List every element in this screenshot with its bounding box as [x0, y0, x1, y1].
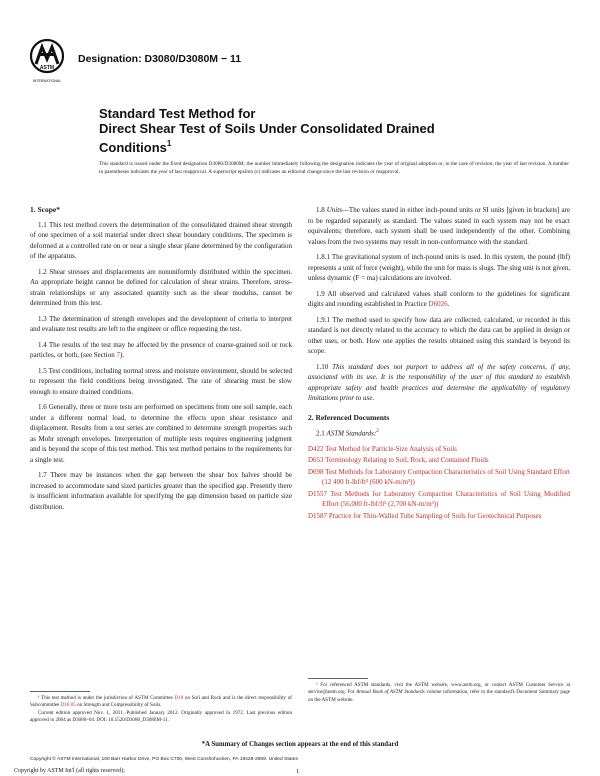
copyright-notice: Copyright © ASTM International, 100 Barr Harbor Drive, PO Box C700, West Conshohocken, PA 19428-2959. United States: [30, 757, 298, 762]
footnote-1: ¹ This test method is under the jurisdiction of ASTM Committee D18 on Soil and Rock and is the direct responsibility of Subcommittee D18.05 on Strength and Compressibility of Soils. Current edition approved Nov. 1, 2011. Published January 2012. Originally approved in 1972. Last previous edition approved in 2004 as D3080–04. DOI: 10.1520/D3080_D3080M-11.: [30, 695, 292, 724]
para-1-8-1: 1.8.1 The gravitational system of inch-pound units is used. In this system, the pound (lbf) represents a unit of force (weight), while the unit for mass is slugs. The slug unit is not given, unless dynamic (F = ma) calculations are involved.: [308, 253, 570, 282]
para-1-9: 1.9 All observed and calculated values shall conform to the guidelines for significant digits and rounding established in Practice D6026.: [308, 289, 570, 308]
document-title: [99, 106, 529, 155]
summary-of-changes-note: *A Summary of Changes section appears at the end of this standard: [201, 741, 399, 748]
para-1-4: 1.4 The results of the test may be affected by the presence of coarse-grained soil or rock particles, or both, (see Section 7).: [30, 340, 292, 359]
para-1-3: 1.3 The determination of strength envelopes and the development of criteria to interpret and evaluate test results are left to the engineer or office requesting the test.: [30, 314, 292, 333]
para-1-6: 1.6 Generally, three or more tests are performed on specimens from one soil sample, each under a different normal load, to determine the effects upon shear resistance and displacement. Results from a test series are combined to determine strength properties such as Mohr strength envelopes. Interpretation of multiple tests requires engineering judgment and is beyond the scope of this test method. This test method pertains to the requirements for a single test.: [30, 403, 292, 464]
para-1-8: 1.8 Units—The values stated in either inch-pound units or SI units [given in brackets] are to be regarded separately as standard. The values stated in each system may not be exact equivalents; therefore, each system shall be used independently of the other. Combining values from the two systems may result in non-conformance with the standard.: [308, 206, 570, 246]
referenced-documents-heading: 2. Referenced Documents: [308, 412, 390, 422]
section-7-link[interactable]: 7: [116, 351, 121, 359]
title-footnote-mark: 1: [166, 139, 172, 148]
title-line-3: Conditions: [99, 140, 167, 155]
reference-item: [308, 455, 570, 466]
reference-item: [308, 489, 570, 510]
designation: Designation: D3080/D3080M − 11: [78, 53, 242, 65]
para-1-1: 1.1 This test method covers the determination of the consolidated drained shear strength of one specimen of a soil material under direct shear boundary conditions. The specimen is deformed at a controlled rate on or near a single shear plane determined by the configuration of the apparatus.: [30, 220, 292, 260]
para-1-7: 1.7 There may be instances when the gap between the shear box halves should be increased to accommodate sand sized particles greater than the specified gap. Presently there is insufficient information available for specifying the gap dimension based on particle size distribution.: [30, 471, 292, 511]
para-1-2: 1.2 Shear stresses and displacements are nonuniformly distributed within the specimen. An appropriate height cannot be defined for calculation of shear strains. Therefore, stress-strain relationships or any associated quantity such as the shear modulus, cannot be determined from this test.: [30, 267, 292, 307]
reference-title[interactable]: Test Methods for Laboratory Compaction Characteristics of Soil Using Standard Effort (12 400 ft-lbf/ft³ (600 kN-m/m³)): [322, 467, 570, 487]
para-1-9-1: 1.9.1 The method used to specify how data are collected, calculated, or recorded in this standard is not directly related to the accuracy to which the data can be applied in design or other uses, or both. How one applies the results obtained using this standard is beyond its scope.: [308, 315, 570, 355]
reference-code-link[interactable]: D653: [308, 456, 324, 465]
reference-title[interactable]: Practice for Thin-Walled Tube Sampling of Soils for Geotechnical Purposes: [327, 511, 542, 520]
reference-list: [308, 444, 570, 522]
reference-title[interactable]: Test Methods for Laboratory Compaction Characteristics of Soil Using Modified Effort (56,000 ft-lbf/ft³ (2,700 kN-m/m³)): [322, 489, 570, 509]
issuance-notice: This standard is issued under the fixed designation D3080/D3080M; the number immediately following the designation indicates the year of original adoption or, in the case of revision, the year of last revision. A number in parentheses indicates the year of last reapproval. A superscript epsilon (ε) indicates an editorial change since the last revision or reapproval.: [99, 161, 569, 176]
d18-05-link[interactable]: D18.05: [60, 702, 76, 709]
reference-item: [308, 467, 570, 488]
footnote-rule-left: [30, 691, 90, 692]
para-1-5: 1.5 Test conditions, including normal stress and moisture environment, should be selected to represent the field conditions being investigated. The rate of shearing must be slow enough to ensure drained conditions.: [30, 366, 292, 396]
reference-code-link[interactable]: D422: [308, 444, 324, 453]
footnote-2: ² For referenced ASTM standards, visit the ASTM website, www.astm.org, or contact ASTM Customer Service at service@astm.org. For Annual Book of ASTM Standards volume information, refer to the standard's Document Summary page on the ASTM website.: [308, 682, 570, 703]
reference-item: [308, 511, 570, 522]
astm-logo-icon: [28, 38, 66, 86]
reference-code-link[interactable]: D698: [308, 467, 324, 476]
reference-code-link[interactable]: D1587: [308, 511, 328, 520]
title-line-2: Direct Shear Test of Soils Under Consolidated Drained: [99, 121, 435, 136]
logo-subtext: INTERNATIONAL: [32, 79, 62, 83]
reference-code-link[interactable]: D1557: [308, 489, 328, 498]
reference-title[interactable]: Terminology Relating to Soil, Rock, and Contained Fluids: [323, 456, 489, 465]
right-column: [308, 205, 570, 522]
footnote-rule-right: [308, 678, 368, 679]
svg-text:ASTM: ASTM: [39, 65, 55, 71]
d18-link[interactable]: D18: [174, 695, 184, 701]
para-1-10: 1.10 This standard does not purport to address all of the safety concerns, if any, associated with its use. It is the responsibility of the user of this standard to establish appropriate safety and health practices and determine the applicability of regulatory limitations prior to use.: [308, 362, 571, 402]
d6026-link[interactable]: D6026: [428, 300, 448, 308]
scope-heading: 1. Scope*: [30, 205, 60, 214]
title-line-1: Standard Test Method for: [99, 106, 256, 121]
copyright-by: Copyright by ASTM Int'l (all rights reserved);: [14, 768, 125, 774]
reference-title[interactable]: Test Method for Particle-Size Analysis of Soils: [323, 444, 457, 453]
page-number: 1: [296, 768, 300, 775]
reference-item: [308, 444, 570, 455]
astm-standards-label: 2.1 ASTM Standards:$^2$: [316, 429, 379, 438]
left-column: [30, 205, 292, 517]
